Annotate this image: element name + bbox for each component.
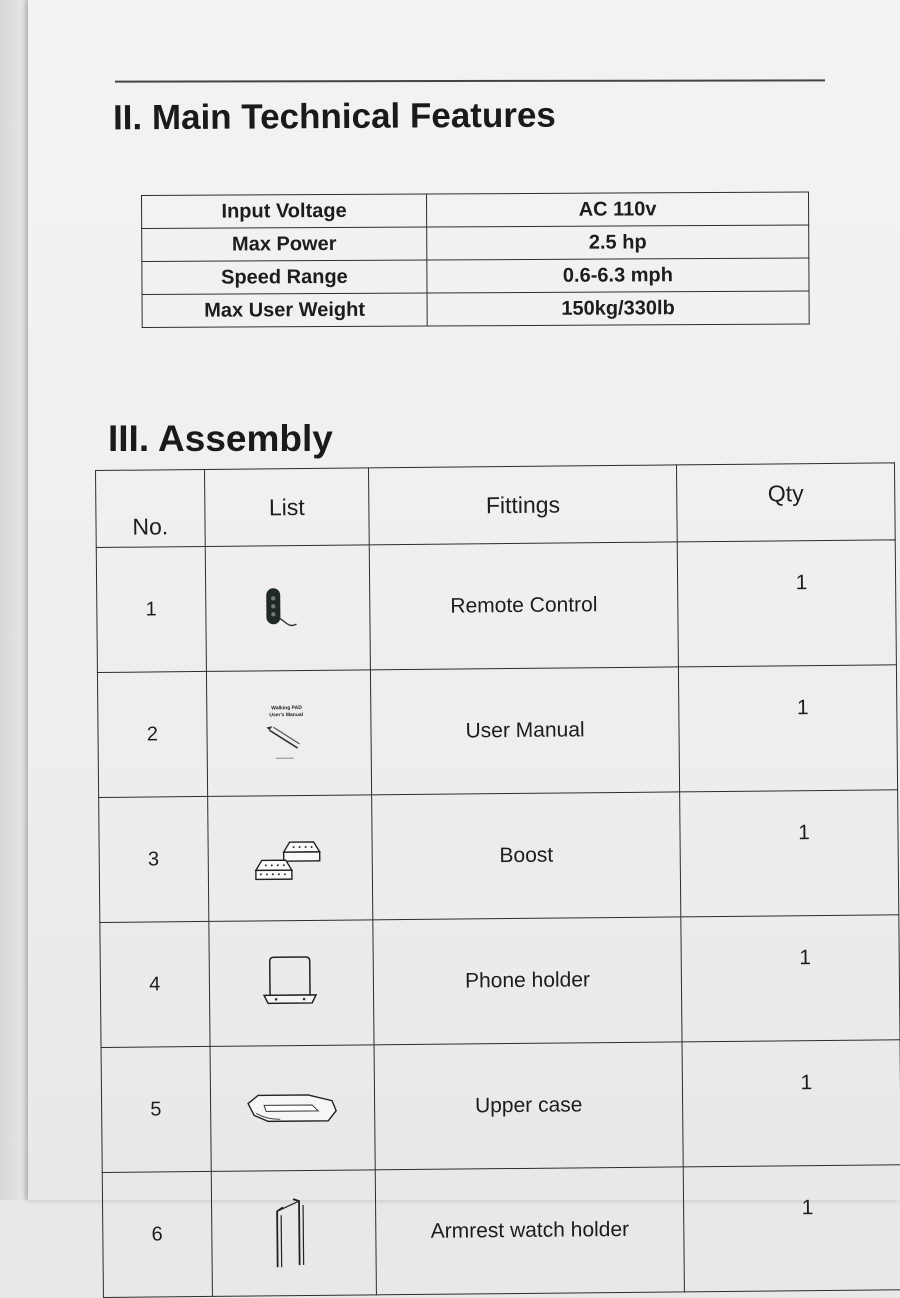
- row-picture: [205, 545, 371, 672]
- row-picture: [210, 1045, 376, 1172]
- assembly-table: [95, 462, 900, 1298]
- spec-value: 150kg/330lb: [427, 291, 809, 326]
- row-number: 6: [102, 1171, 212, 1297]
- row-qty: 1: [683, 1165, 900, 1292]
- user-manual-icon: [254, 700, 325, 767]
- assembly-header-row: [96, 463, 896, 548]
- row-fitting: Armrest watch holder: [375, 1167, 684, 1295]
- row-number: 1: [96, 546, 206, 672]
- header-no: No.: [96, 469, 205, 547]
- row-picture: [206, 670, 372, 797]
- spec-row: [142, 291, 809, 327]
- row-qty: 1: [682, 1040, 900, 1167]
- phone-holder-icon: [256, 953, 327, 1014]
- row-fitting: User Manual: [371, 667, 680, 795]
- binding-edge: [0, 0, 28, 1200]
- row-number: 3: [99, 796, 209, 922]
- row-fitting: Remote Control: [369, 542, 678, 670]
- spec-label: Max User Weight: [142, 293, 427, 327]
- row-fitting: Upper case: [374, 1042, 683, 1170]
- row-qty: 1: [678, 665, 897, 792]
- table-row: [102, 1165, 900, 1298]
- manual-cover-line-2: User's Manual: [270, 712, 304, 718]
- assembly-title: III. Assembly: [108, 418, 333, 460]
- row-picture: [207, 795, 373, 922]
- spec-label: Input Voltage: [142, 194, 427, 228]
- row-number: 5: [101, 1046, 211, 1172]
- spec-label: Speed Range: [142, 260, 427, 294]
- spec-label: Max Power: [142, 227, 427, 261]
- row-fitting: Phone holder: [373, 917, 682, 1045]
- boost-risers-icon: [250, 828, 331, 889]
- spec-value: 0.6-6.3 mph: [427, 258, 809, 293]
- tech-features-title: II. Main Technical Features: [113, 96, 556, 139]
- row-number: 4: [100, 921, 210, 1047]
- tech-spec-table: [141, 192, 810, 328]
- row-qty: 1: [680, 790, 899, 917]
- header-qty: Qty: [676, 463, 895, 542]
- table-row: [101, 1040, 900, 1173]
- armrest-icon: [263, 1193, 324, 1274]
- spec-value: AC 110v: [426, 192, 808, 227]
- table-row: [97, 665, 897, 798]
- table-row: [100, 915, 900, 1048]
- row-qty: 1: [677, 540, 896, 667]
- remote-control-icon: [252, 578, 323, 639]
- spec-row: [142, 192, 809, 228]
- row-number: 2: [97, 671, 207, 797]
- row-picture: [211, 1170, 377, 1297]
- table-row: [99, 790, 899, 923]
- header-fittings: Fittings: [369, 465, 677, 545]
- header-list: List: [204, 468, 369, 547]
- upper-case-icon: [242, 1083, 342, 1134]
- spec-value: 2.5 hp: [427, 225, 809, 260]
- manual-cover-line-1: Walking PAD: [272, 705, 303, 711]
- spec-row: [142, 225, 809, 261]
- row-qty: 1: [681, 915, 900, 1042]
- row-fitting: Boost: [372, 792, 681, 920]
- table-row: [96, 540, 896, 673]
- row-picture: [208, 920, 374, 1047]
- spec-row: [142, 258, 809, 294]
